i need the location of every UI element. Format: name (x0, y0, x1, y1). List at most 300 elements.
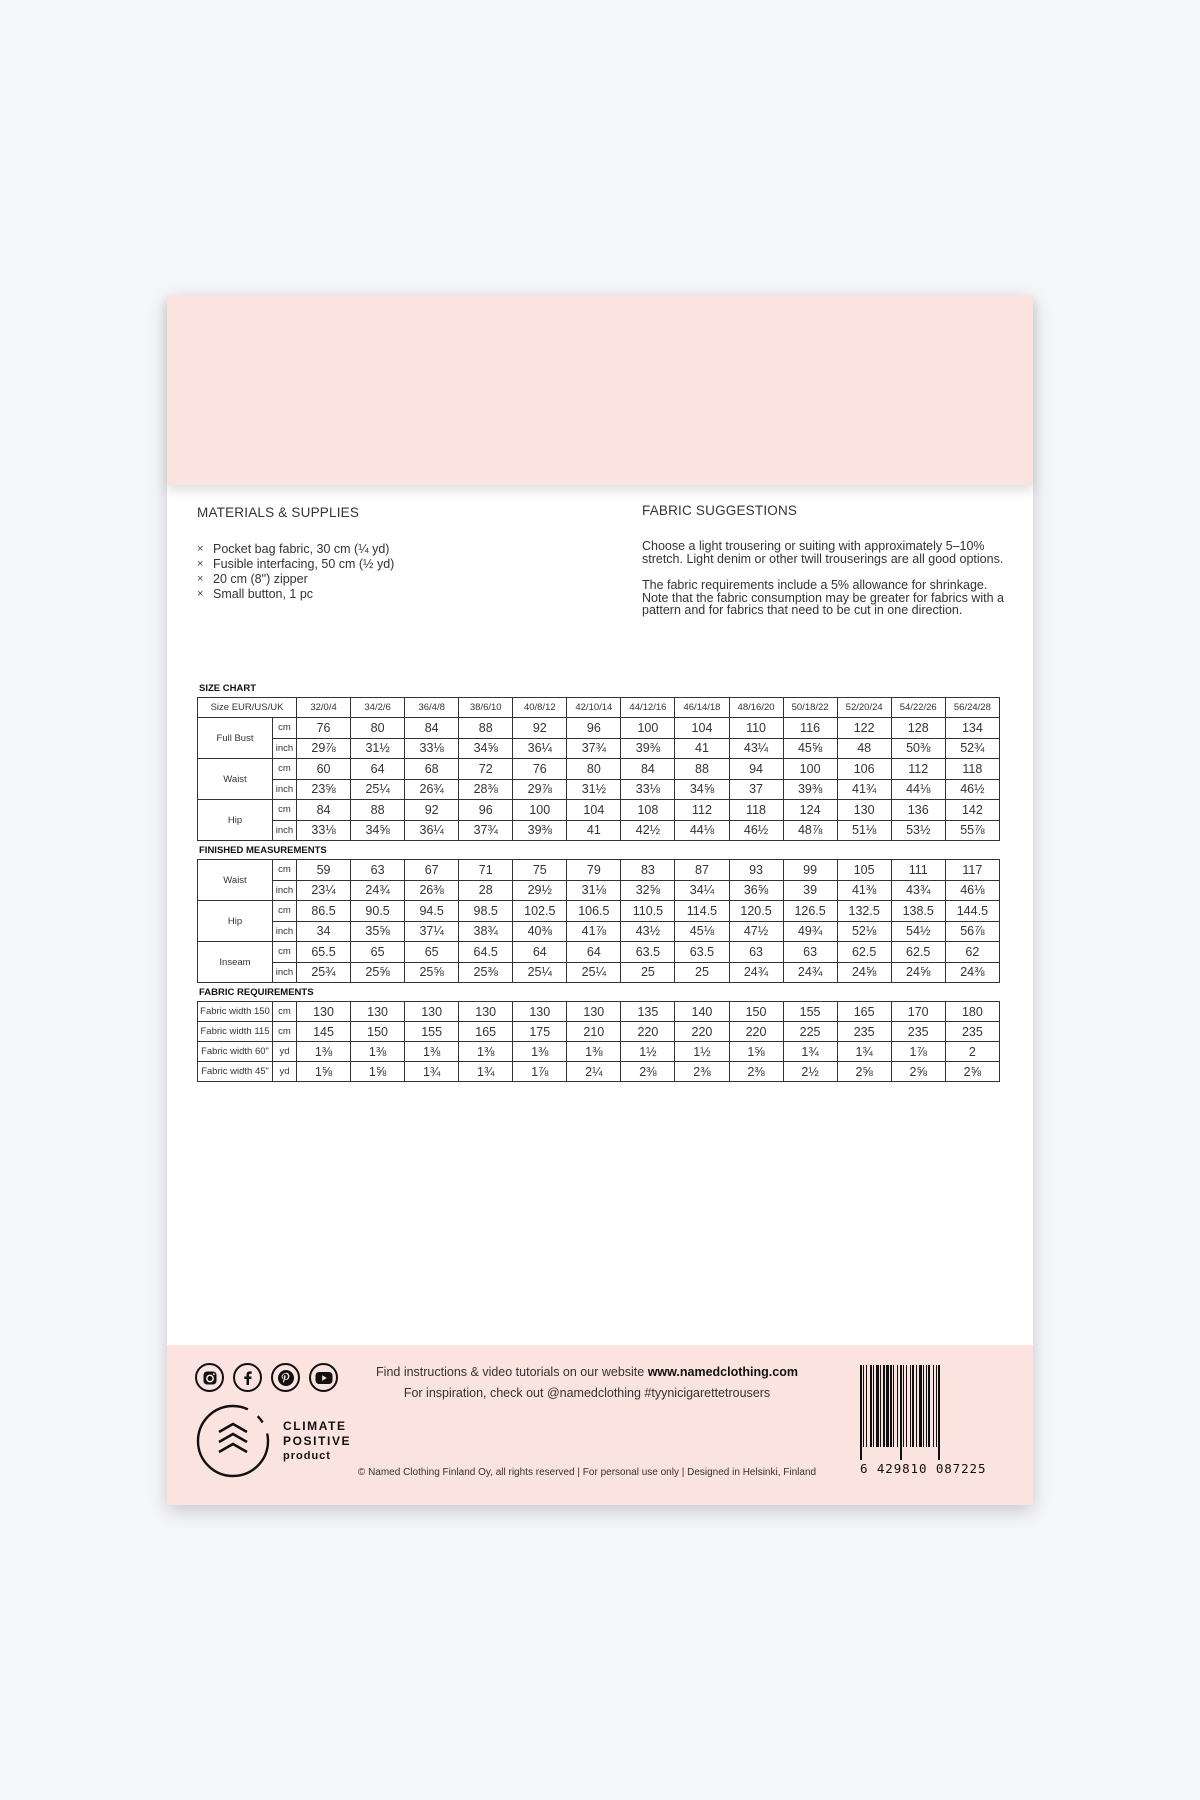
list-item: × Pocket bag fabric, 30 cm (¼ yd) (197, 542, 390, 556)
table-cell: 1¾ (405, 1062, 459, 1082)
table-cell: 25⅝ (351, 962, 405, 983)
table-cell: 93 (729, 860, 783, 881)
social-icons (195, 1363, 338, 1392)
table-cell: 100 (783, 759, 837, 780)
table-row (198, 1042, 1000, 1062)
table-row (198, 820, 1000, 841)
table-cell: 114.5 (675, 901, 729, 922)
table-cell: 23¼ (297, 880, 351, 901)
table-cell: 68 (405, 759, 459, 780)
table-cell: 25¼ (513, 962, 567, 983)
table-cell: 25¾ (297, 962, 351, 983)
table-cell: 96 (459, 800, 513, 821)
table-cell: 62.5 (837, 942, 891, 963)
table-cell: 1⅝ (729, 1042, 783, 1062)
table-cell: 235 (837, 1022, 891, 1042)
copyright-text: © Named Clothing Finland Oy, all rights reserved | For personal use only | Designed in Helsinki, Finland (357, 1467, 817, 1478)
unit-label: cm (273, 718, 297, 739)
table-cell: 59 (297, 860, 351, 881)
table-row (198, 962, 1000, 983)
table-cell: 84 (621, 759, 675, 780)
table-cell: 79 (567, 860, 621, 881)
fabric-requirements-table (197, 1001, 1000, 1082)
table-cell: 29⅞ (513, 779, 567, 800)
table-cell: 1½ (621, 1042, 675, 1062)
table-cell: 94.5 (405, 901, 459, 922)
table-cell: 1¾ (783, 1042, 837, 1062)
table-row (198, 1022, 1000, 1042)
size-column-header: 34/2/6 (351, 698, 405, 718)
unit-label: cm (273, 1022, 297, 1042)
climate-positive-text: CLIMATE POSITIVE product (283, 1418, 352, 1462)
unit-label: yd (273, 1042, 297, 1062)
table-cell: 2⅜ (729, 1062, 783, 1082)
table-cell: 2⅝ (837, 1062, 891, 1082)
table-cell: 1¾ (837, 1042, 891, 1062)
table-cell: 46½ (729, 820, 783, 841)
measure-label: Waist (198, 860, 273, 901)
table-cell: 25¼ (351, 779, 405, 800)
table-cell: 126.5 (783, 901, 837, 922)
table-cell: 39⅜ (621, 738, 675, 759)
inspiration-line: For inspiration, check out @namedclothing #tyynicigarettetrousers (403, 1386, 771, 1400)
table-cell: 75 (513, 860, 567, 881)
table-cell: 76 (297, 718, 351, 739)
table-cell: 80 (567, 759, 621, 780)
table-cell: 52¾ (945, 738, 999, 759)
table-cell: 142 (945, 800, 999, 821)
table-cell: 1⅜ (459, 1042, 513, 1062)
table-cell: 165 (837, 1002, 891, 1022)
table-cell: 88 (351, 800, 405, 821)
unit-label: inch (273, 921, 297, 942)
table-cell: 130 (837, 800, 891, 821)
table-cell: 37¾ (567, 738, 621, 759)
footer-band (167, 1345, 1033, 1505)
table-cell: 128 (891, 718, 945, 739)
table-cell: 31⅛ (567, 880, 621, 901)
unit-label: yd (273, 1062, 297, 1082)
table-row (198, 942, 1000, 963)
table-cell: 62.5 (891, 942, 945, 963)
table-cell: 86.5 (297, 901, 351, 922)
table-cell: 64 (351, 759, 405, 780)
table-cell: 34⅝ (675, 779, 729, 800)
measure-label: Waist (198, 759, 273, 800)
table-cell: 34⅝ (459, 738, 513, 759)
table-cell: 28⅜ (459, 779, 513, 800)
table-cell: 43½ (621, 921, 675, 942)
table-cell: 130 (297, 1002, 351, 1022)
table-cell: 1⅜ (567, 1042, 621, 1062)
table-cell: 92 (405, 800, 459, 821)
table-cell: 110.5 (621, 901, 675, 922)
table-cell: 50⅜ (891, 738, 945, 759)
unit-label: inch (273, 779, 297, 800)
bullet-x-icon: × (197, 543, 204, 555)
size-column-header: 48/16/20 (729, 698, 783, 718)
size-column-header: 54/22/26 (891, 698, 945, 718)
size-column-header: 38/6/10 (459, 698, 513, 718)
table-cell: 111 (891, 860, 945, 881)
size-column-header: 32/0/4 (297, 698, 351, 718)
barcode-number: 6 429810 087225 (860, 1461, 987, 1476)
table-cell: 28 (459, 880, 513, 901)
table-cell: 45⅝ (783, 738, 837, 759)
table-row (198, 901, 1000, 922)
table-cell: 118 (945, 759, 999, 780)
table-cell: 26⅜ (405, 880, 459, 901)
table-cell: 54½ (891, 921, 945, 942)
size-column-header: 46/14/18 (675, 698, 729, 718)
table-row (198, 800, 1000, 821)
table-cell: 130 (513, 1002, 567, 1022)
table-cell: 39 (783, 880, 837, 901)
table-cell: 40⅜ (513, 921, 567, 942)
table-cell: 88 (675, 759, 729, 780)
table-cell: 46⅛ (945, 880, 999, 901)
table-cell: 2 (945, 1042, 999, 1062)
size-header-label: Size EUR/US/UK (198, 698, 297, 718)
table-cell: 51⅛ (837, 820, 891, 841)
table-cell: 117 (945, 860, 999, 881)
table-cell: 104 (675, 718, 729, 739)
table-cell: 36¼ (405, 820, 459, 841)
table-cell: 105 (837, 860, 891, 881)
table-cell: 63.5 (621, 942, 675, 963)
table-cell: 84 (405, 718, 459, 739)
table-row (198, 718, 1000, 739)
table-cell: 2⅝ (945, 1062, 999, 1082)
table-cell: 63 (351, 860, 405, 881)
table-cell: 72 (459, 759, 513, 780)
table-cell: 25 (675, 962, 729, 983)
table-cell: 135 (621, 1002, 675, 1022)
table-cell: 34 (297, 921, 351, 942)
finished-measurements-table (197, 859, 1000, 983)
table-row (198, 921, 1000, 942)
table-row (198, 1002, 1000, 1022)
fabric-width-label: Fabric width 115 (198, 1022, 273, 1042)
fabric-suggestions-section (642, 503, 1007, 617)
table-cell: 130 (405, 1002, 459, 1022)
table-cell: 47½ (729, 921, 783, 942)
measure-label: Hip (198, 800, 273, 841)
table-cell: 41 (675, 738, 729, 759)
table-cell: 220 (621, 1022, 675, 1042)
table-cell: 106 (837, 759, 891, 780)
footer-info (347, 1362, 827, 1404)
table-cell: 63.5 (675, 942, 729, 963)
table-cell: 36¼ (513, 738, 567, 759)
table-cell: 26¾ (405, 779, 459, 800)
table-cell: 64 (513, 942, 567, 963)
table-cell: 31½ (351, 738, 405, 759)
table-cell: 2⅝ (891, 1062, 945, 1082)
climate-positive-badge (195, 1403, 351, 1479)
table-cell: 88 (459, 718, 513, 739)
table-cell: 99 (783, 860, 837, 881)
list-item: × Small button, 1 pc (197, 587, 314, 601)
finished-measurements-title: FINISHED MEASUREMENTS (199, 845, 327, 856)
table-cell: 52⅛ (837, 921, 891, 942)
materials-list (197, 542, 577, 602)
table-cell: 100 (513, 800, 567, 821)
table-cell: 1⅜ (297, 1042, 351, 1062)
table-cell: 44⅛ (675, 820, 729, 841)
table-cell: 63 (729, 942, 783, 963)
table-cell: 43¾ (891, 880, 945, 901)
table-cell: 35⅝ (351, 921, 405, 942)
unit-label: inch (273, 820, 297, 841)
table-cell: 24¾ (783, 962, 837, 983)
table-cell: 45⅛ (675, 921, 729, 942)
table-cell: 80 (351, 718, 405, 739)
table-cell: 130 (567, 1002, 621, 1022)
measure-label: Full Bust (198, 718, 273, 759)
table-cell: 1⅞ (891, 1042, 945, 1062)
table-cell: 42½ (621, 820, 675, 841)
table-row (198, 860, 1000, 881)
table-cell: 24⅝ (891, 962, 945, 983)
unit-label: inch (273, 880, 297, 901)
table-cell: 25 (621, 962, 675, 983)
size-column-header: 42/10/14 (567, 698, 621, 718)
table-cell: 235 (945, 1022, 999, 1042)
table-cell: 71 (459, 860, 513, 881)
table-cell: 104 (567, 800, 621, 821)
table-cell: 1⅜ (513, 1042, 567, 1062)
table-cell: 53½ (891, 820, 945, 841)
materials-title: MATERIALS & SUPPLIES (197, 505, 360, 520)
table-cell: 90.5 (351, 901, 405, 922)
size-column-header: 50/18/22 (783, 698, 837, 718)
table-cell: 1⅜ (405, 1042, 459, 1062)
unit-label: cm (273, 901, 297, 922)
table-cell: 145 (297, 1022, 351, 1042)
table-row (198, 1062, 1000, 1082)
measure-label: Hip (198, 901, 273, 942)
bullet-x-icon: × (197, 588, 204, 600)
size-column-header: 44/12/16 (621, 698, 675, 718)
table-cell: 1⅜ (351, 1042, 405, 1062)
table-cell: 41¾ (837, 779, 891, 800)
table-cell: 175 (513, 1022, 567, 1042)
table-cell: 87 (675, 860, 729, 881)
table-cell: 235 (891, 1022, 945, 1042)
list-item: × 20 cm (8") zipper (197, 572, 308, 586)
table-cell: 34⅝ (351, 820, 405, 841)
table-cell: 120.5 (729, 901, 783, 922)
bullet-x-icon: × (197, 558, 204, 570)
table-cell: 225 (783, 1022, 837, 1042)
table-cell: 49¾ (783, 921, 837, 942)
table-cell: 33⅛ (405, 738, 459, 759)
table-cell: 112 (675, 800, 729, 821)
table-cell: 2⅜ (621, 1062, 675, 1082)
table-cell: 25¼ (567, 962, 621, 983)
table-cell: 118 (729, 800, 783, 821)
size-chart-table (197, 697, 1000, 841)
fabric-width-label: Fabric width 45" (198, 1062, 273, 1082)
table-row (198, 880, 1000, 901)
table-cell: 1⅞ (513, 1062, 567, 1082)
table-cell: 24⅜ (945, 962, 999, 983)
fabric-width-label: Fabric width 60" (198, 1042, 273, 1062)
bullet-x-icon: × (197, 573, 204, 585)
table-cell: 96 (567, 718, 621, 739)
table-row (198, 779, 1000, 800)
table-cell: 1⅝ (351, 1062, 405, 1082)
table-cell: 165 (459, 1022, 513, 1042)
size-column-header: 52/20/24 (837, 698, 891, 718)
table-cell: 138.5 (891, 901, 945, 922)
fabric-suggestions-title: FABRIC SUGGESTIONS (642, 503, 798, 518)
table-cell: 83 (621, 860, 675, 881)
fabric-width-label: Fabric width 150 (198, 1002, 273, 1022)
table-cell: 2⅜ (675, 1062, 729, 1082)
fabric-paragraph: Choose a light trousering or suiting with approximately 5–10% stretch. Light denim or other twill trouserings are all good options. (642, 539, 1004, 566)
measure-label: Inseam (198, 942, 273, 983)
pinterest-icon[interactable] (271, 1363, 300, 1392)
table-cell: 46½ (945, 779, 999, 800)
table-cell: 140 (675, 1002, 729, 1022)
table-cell: 134 (945, 718, 999, 739)
table-cell: 63 (783, 942, 837, 963)
table-cell: 39⅜ (783, 779, 837, 800)
table-cell: 31½ (567, 779, 621, 800)
youtube-icon[interactable] (309, 1363, 338, 1392)
website-link[interactable]: www.namedclothing.com (647, 1365, 798, 1379)
size-chart-title: SIZE CHART (199, 683, 256, 694)
table-cell: 150 (729, 1002, 783, 1022)
table-cell: 1¾ (459, 1062, 513, 1082)
table-cell: 130 (351, 1002, 405, 1022)
table-cell: 220 (729, 1022, 783, 1042)
table-cell: 1½ (675, 1042, 729, 1062)
table-cell: 136 (891, 800, 945, 821)
table-cell: 36⅝ (729, 880, 783, 901)
table-cell: 25⅜ (459, 962, 513, 983)
table-cell: 64.5 (459, 942, 513, 963)
table-cell: 33⅛ (297, 820, 351, 841)
table-cell: 48⅞ (783, 820, 837, 841)
table-cell: 32⅝ (621, 880, 675, 901)
instructions-line: Find instructions & video tutorials on our website www.namedclothing.com (376, 1365, 798, 1379)
table-cell: 56⅞ (945, 921, 999, 942)
table-cell: 124 (783, 800, 837, 821)
table-cell: 170 (891, 1002, 945, 1022)
instagram-icon[interactable] (195, 1363, 224, 1392)
table-cell: 210 (567, 1022, 621, 1042)
table-cell: 2¼ (567, 1062, 621, 1082)
table-cell: 108 (621, 800, 675, 821)
table-cell: 76 (513, 759, 567, 780)
table-cell: 39⅜ (513, 820, 567, 841)
table-cell: 122 (837, 718, 891, 739)
fabric-paragraph: The fabric requirements include a 5% allowance for shrinkage. Note that the fabric consumption may be greater for fabrics with a pattern and for fabrics that need to be cut in one direction. (642, 578, 1004, 617)
size-column-header: 40/8/12 (513, 698, 567, 718)
table-cell: 150 (351, 1022, 405, 1042)
table-cell: 116 (783, 718, 837, 739)
table-cell: 144.5 (945, 901, 999, 922)
table-cell: 41⅜ (837, 880, 891, 901)
unit-label: cm (273, 860, 297, 881)
table-cell: 48 (837, 738, 891, 759)
measurement-tables (197, 683, 1000, 1086)
table-cell: 33⅛ (621, 779, 675, 800)
unit-label: cm (273, 759, 297, 780)
unit-label: inch (273, 738, 297, 759)
table-cell: 65.5 (297, 942, 351, 963)
table-cell: 62 (945, 942, 999, 963)
table-cell: 100 (621, 718, 675, 739)
table-cell: 84 (297, 800, 351, 821)
table-cell: 180 (945, 1002, 999, 1022)
facebook-icon[interactable] (233, 1363, 262, 1392)
materials-section (197, 505, 577, 602)
table-cell: 55⅞ (945, 820, 999, 841)
table-cell: 98.5 (459, 901, 513, 922)
table-cell: 112 (891, 759, 945, 780)
table-cell: 132.5 (837, 901, 891, 922)
unit-label: cm (273, 1002, 297, 1022)
barcode-bars (860, 1365, 1000, 1460)
unit-label: cm (273, 800, 297, 821)
table-cell: 110 (729, 718, 783, 739)
unit-label: cm (273, 942, 297, 963)
table-cell: 41 (567, 820, 621, 841)
list-item: × Fusible interfacing, 50 cm (½ yd) (197, 557, 395, 571)
table-cell: 1⅝ (297, 1062, 351, 1082)
top-pink-band (167, 295, 1033, 485)
table-cell: 94 (729, 759, 783, 780)
table-cell: 37¼ (405, 921, 459, 942)
table-cell: 60 (297, 759, 351, 780)
unit-label: inch (273, 962, 297, 983)
table-cell: 37 (729, 779, 783, 800)
table-cell: 23⅝ (297, 779, 351, 800)
table-cell: 64 (567, 942, 621, 963)
table-cell: 24¾ (729, 962, 783, 983)
size-column-header: 56/24/28 (945, 698, 999, 718)
table-cell: 24⅝ (837, 962, 891, 983)
table-cell: 65 (405, 942, 459, 963)
table-cell: 106.5 (567, 901, 621, 922)
table-cell: 25⅝ (405, 962, 459, 983)
table-cell: 44⅛ (891, 779, 945, 800)
table-cell: 41⅞ (567, 921, 621, 942)
table-cell: 102.5 (513, 901, 567, 922)
table-cell: 43¼ (729, 738, 783, 759)
table-cell: 34¼ (675, 880, 729, 901)
fabric-requirements-title: FABRIC REQUIREMENTS (199, 987, 314, 998)
table-cell: 67 (405, 860, 459, 881)
table-cell: 29½ (513, 880, 567, 901)
table-cell: 38¾ (459, 921, 513, 942)
climate-chevrons-icon (195, 1403, 271, 1479)
table-cell: 130 (459, 1002, 513, 1022)
size-column-header: 36/4/8 (405, 698, 459, 718)
table-cell: 29⅞ (297, 738, 351, 759)
table-cell: 155 (405, 1022, 459, 1042)
table-cell: 2½ (783, 1062, 837, 1082)
barcode (860, 1365, 1000, 1477)
pattern-envelope-back (167, 295, 1033, 1505)
table-cell: 92 (513, 718, 567, 739)
table-cell: 155 (783, 1002, 837, 1022)
table-cell: 37¾ (459, 820, 513, 841)
